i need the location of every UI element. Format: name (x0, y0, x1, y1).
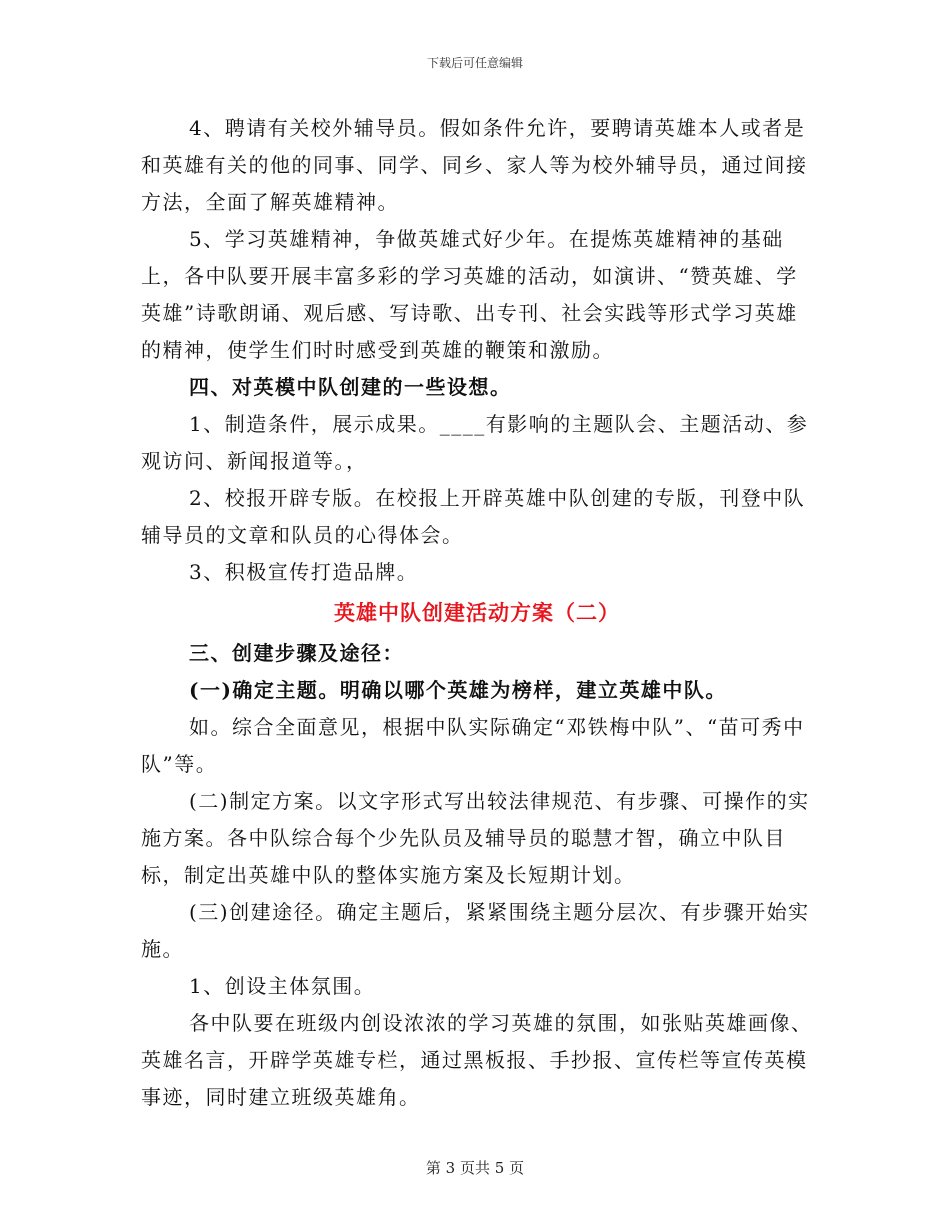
page-header: 下载后可任意编辑 (426, 56, 523, 70)
paragraph-idea-1: 1、制造条件，展示成果。____有影响的主题队会、主题活动、参观访问、新闻报道等。， (141, 412, 809, 473)
step-paragraph-2: (二)制定方案。以文字形式写出较法律规范、有步骤、可操作的实施方案。各中队综合每个少先队员及辅导员的聪慧才智，确立中队目标，制定出英雄中队的整体实施方案及长短期计划。 (141, 789, 810, 887)
paragraph-item-4: 4、聘请有关校外辅导员。假如条件允许，要聘请英雄本人或者是和英雄有关的他的同事、同学、同乡、家人等为校外辅导员，通过间接方法，全面了解英雄精神。 (141, 116, 808, 214)
step-heading-1: (一)确定主题。明确以哪个英雄为榜样，建立英雄中队。 (189, 678, 727, 702)
section-heading-3: 三、创建步骤及途径： (189, 641, 404, 665)
paragraph-item-5: 5、学习英雄精神，争做英雄式好少年。在提炼英雄精神的基础上，各中队要开展丰富多彩的学习英雄的活动，如演讲、“赞英雄、学英雄”诗歌朗诵、观后感、写诗歌、出专刊、社会实践等形式学习英雄的精神，使学生们时时感受到英雄的鞭策和激励。 (141, 227, 798, 362)
paragraph-atmosphere: 各中队要在班级内创设浓浓的学习英雄的氛围，如张贴英雄画像、英雄名言，开辟学英雄专栏，通过黑板报、手抄报、宣传栏等宣传英模事迹，同时建立班级英雄角。 (141, 1011, 813, 1109)
sub-heading-1: 1、创设主体氛围。 (189, 974, 376, 998)
page-footer: 第 3 页共 5 页 (425, 1159, 525, 1177)
paragraph-idea-3: 3、积极宣传打造品牌。 (189, 560, 419, 584)
paragraph-example: 如。综合全面意见，根据中队实际确定“邓铁梅中队”、“苗可秀中队”等。 (141, 715, 805, 776)
document-body (141, 110, 813, 1116)
document-title: 英雄中队创建活动方案（二） (334, 600, 620, 625)
step-paragraph-3: (三)创建途径。确定主题后，紧紧围绕主题分层次、有步骤开始实施。 (141, 900, 810, 961)
paragraph-idea-2: 2、校报开辟专版。在校报上开辟英雄中队创建的专版，刊登中队辅导员的文章和队员的心得体会。 (141, 486, 806, 547)
section-heading-4: 四、对英模中队创建的一些设想。 (189, 375, 512, 399)
